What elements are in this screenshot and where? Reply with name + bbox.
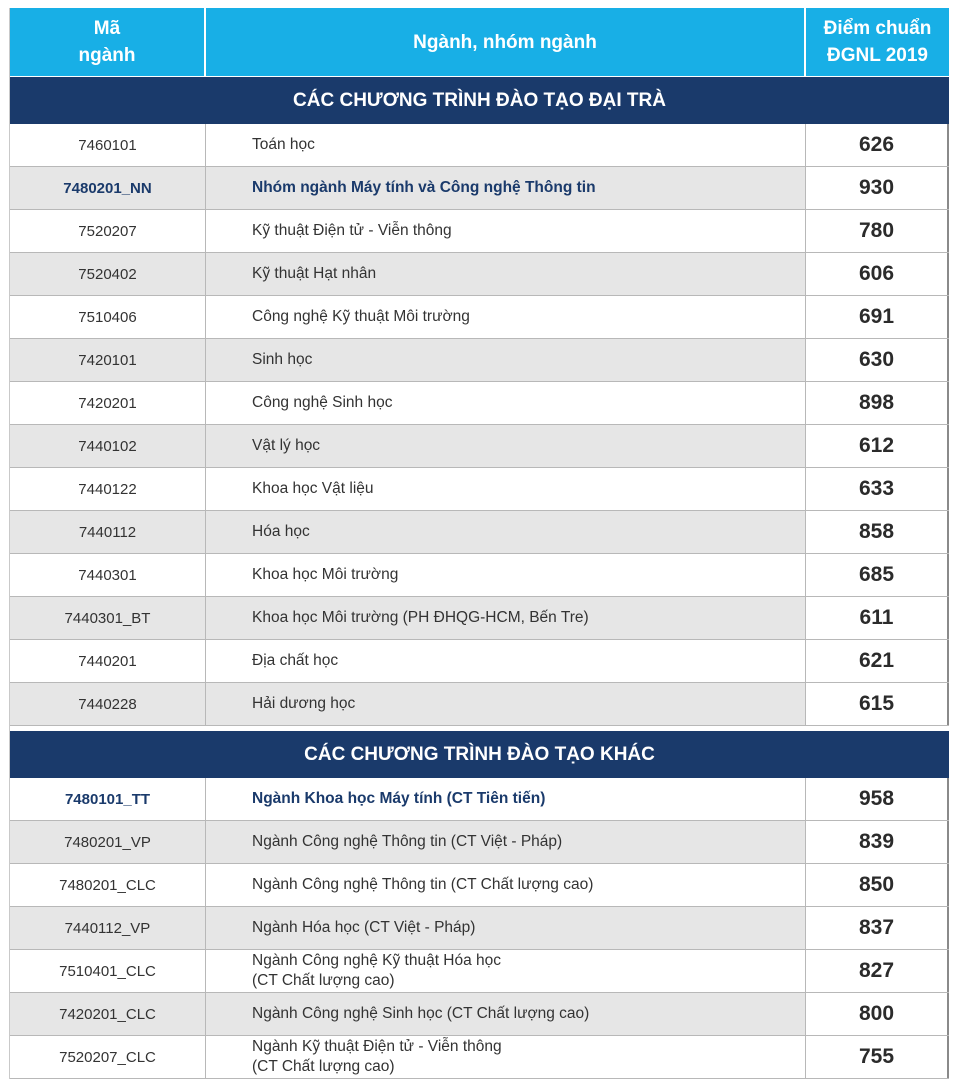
major-code-cell-text: 7510401_CLC (59, 962, 156, 980)
major-code-cell (10, 683, 206, 725)
score-cell-text: 606 (858, 262, 895, 285)
table-row (10, 821, 949, 864)
major-code-cell-text: 7480201_NN (63, 179, 152, 197)
score-cell-text: 930 (858, 176, 895, 199)
score-cell (806, 640, 949, 682)
major-name-cell (206, 167, 806, 209)
table-row (10, 511, 949, 554)
score-cell (806, 167, 949, 209)
table-row (10, 597, 949, 640)
table-row (10, 993, 949, 1036)
major-name-cell-text: Khoa học Môi trường (PH ĐHQG-HCM, Bến Tre) (252, 609, 589, 626)
score-cell-text: 755 (858, 1045, 895, 1068)
score-cell-text: 858 (858, 520, 895, 543)
major-code-cell (10, 124, 206, 166)
major-code-cell (10, 597, 206, 639)
major-name-cell (206, 511, 806, 553)
major-code-cell (10, 296, 206, 338)
major-name-cell-text: Kỹ thuật Hạt nhân (252, 265, 377, 282)
score-cell-text: 621 (858, 649, 895, 672)
major-name-cell (206, 597, 806, 639)
major-name-cell (206, 253, 806, 295)
score-cell (806, 425, 949, 467)
table-row (10, 640, 949, 683)
major-name-cell (206, 950, 806, 992)
major-name-cell-text: Ngành Công nghệ Thông tin (CT Việt - Pháp) (252, 833, 563, 850)
major-code-cell (10, 468, 206, 510)
major-code-cell (10, 382, 206, 424)
major-name-cell (206, 683, 806, 725)
major-code-cell (10, 554, 206, 596)
table-row (10, 253, 949, 296)
major-name-cell (206, 296, 806, 338)
table-row (10, 864, 949, 907)
header-score-label: Điểm chuẩn ĐGNL 2019 (823, 18, 932, 66)
major-code-cell (10, 253, 206, 295)
header-score (806, 8, 949, 76)
header-code (10, 8, 206, 76)
table-row (10, 554, 949, 597)
section-title: CÁC CHƯƠNG TRÌNH ĐÀO TẠO KHÁC (10, 730, 949, 778)
major-name-cell-text: Địa chất học (252, 652, 339, 669)
major-name-cell-text: Sinh học (252, 351, 313, 368)
major-name-cell (206, 554, 806, 596)
score-cell-text: 611 (859, 606, 894, 629)
major-code-cell-text: 7520207_CLC (59, 1048, 156, 1066)
major-code-cell-text: 7460101 (78, 136, 137, 154)
major-code-cell-text: 7440112 (78, 523, 137, 541)
score-cell-text: 630 (858, 348, 895, 371)
major-code-cell (10, 864, 206, 906)
major-code-cell-text: 7480101_TT (64, 790, 151, 808)
major-name-cell (206, 425, 806, 467)
major-name-cell-text: Hải dương học (252, 695, 356, 712)
table-row (10, 124, 949, 167)
major-code-cell-text: 7510406 (78, 308, 137, 326)
score-cell (806, 1036, 949, 1078)
major-name-cell-text: Kỹ thuật Điện tử - Viễn thông (252, 222, 452, 239)
major-code-cell-text: 7520207 (78, 222, 137, 240)
major-code-cell-text: 7480201_VP (64, 833, 151, 851)
score-cell-text: 958 (858, 787, 895, 810)
major-code-cell-text: 7520402 (78, 265, 137, 283)
score-cell-text: 691 (858, 305, 895, 328)
major-code-cell (10, 993, 206, 1035)
major-code-cell (10, 778, 206, 820)
major-code-cell-text: 7420101 (78, 351, 137, 369)
score-cell-text: 827 (858, 959, 895, 982)
score-cell-text: 612 (858, 434, 895, 457)
table-row (10, 167, 949, 210)
major-name-cell (206, 124, 806, 166)
major-name-cell-text: Ngành Công nghệ Sinh học (CT Chất lượng cao) (252, 1005, 590, 1022)
score-cell-text: 850 (858, 873, 895, 896)
major-name-cell-text: Ngành Công nghệ Thông tin (CT Chất lượng cao) (252, 876, 594, 893)
major-name-cell (206, 821, 806, 863)
score-cell (806, 339, 949, 381)
score-cell-text: 626 (858, 133, 895, 156)
score-cell (806, 124, 949, 166)
section-title: CÁC CHƯƠNG TRÌNH ĐÀO TẠO ĐẠI TRÀ (10, 76, 949, 124)
major-code-cell-text: 7440228 (78, 695, 137, 713)
score-cell-text: 800 (858, 1002, 895, 1025)
score-cell-text: 633 (858, 477, 895, 500)
major-code-cell (10, 640, 206, 682)
score-cell (806, 382, 949, 424)
major-code-cell (10, 821, 206, 863)
score-cell (806, 821, 949, 863)
table-row (10, 907, 949, 950)
major-name-cell-text: Vật lý học (252, 437, 321, 454)
major-code-cell-text: 7440102 (78, 437, 137, 455)
score-cell (806, 210, 949, 252)
major-name-cell-text: Nhóm ngành Máy tính và Công nghệ Thông tin (252, 179, 596, 196)
major-name-cell (206, 339, 806, 381)
major-name-cell (206, 864, 806, 906)
major-name-cell-text: Công nghệ Sinh học (252, 394, 393, 411)
score-cell (806, 993, 949, 1035)
table-row (10, 778, 949, 821)
table-row (10, 296, 949, 339)
major-code-cell (10, 425, 206, 467)
major-code-cell (10, 210, 206, 252)
header-major (206, 8, 806, 76)
score-cell (806, 296, 949, 338)
table-row (10, 425, 949, 468)
major-name-cell (206, 907, 806, 949)
score-cell (806, 778, 949, 820)
score-cell-text: 839 (858, 830, 895, 853)
major-name-cell-text: Công nghệ Kỹ thuật Môi trường (252, 308, 470, 325)
score-cell-text: 615 (858, 692, 895, 715)
major-code-cell (10, 339, 206, 381)
major-name-cell (206, 468, 806, 510)
major-code-cell-text: 7440112_VP (64, 919, 151, 937)
header-code-label: Mã ngành (78, 18, 136, 66)
major-code-cell-text: 7420201_CLC (59, 1005, 156, 1023)
score-cell (806, 597, 949, 639)
major-name-cell-text: Ngành Kỹ thuật Điện tử - Viễn thông (CT Chất lượng cao) (252, 1038, 502, 1075)
major-code-cell (10, 1036, 206, 1078)
major-code-cell (10, 950, 206, 992)
major-code-cell (10, 167, 206, 209)
table-row (10, 468, 949, 511)
header-major-label: Ngành, nhóm ngành (413, 31, 597, 53)
major-code-cell-text: 7480201_CLC (59, 876, 156, 894)
major-code-cell-text: 7440201 (78, 652, 137, 670)
score-cell (806, 950, 949, 992)
major-name-cell (206, 640, 806, 682)
score-cell (806, 864, 949, 906)
major-code-cell (10, 511, 206, 553)
major-code-cell (10, 907, 206, 949)
score-cell (806, 907, 949, 949)
admission-score-table (9, 8, 949, 1079)
score-cell (806, 554, 949, 596)
score-cell-text: 685 (858, 563, 895, 586)
major-name-cell (206, 1036, 806, 1078)
score-cell (806, 683, 949, 725)
major-name-cell (206, 382, 806, 424)
major-name-cell-text: Ngành Công nghệ Kỹ thuật Hóa học (CT Chất lượng cao) (252, 952, 502, 989)
score-cell (806, 511, 949, 553)
table-row (10, 683, 949, 726)
major-name-cell-text: Hóa học (252, 523, 310, 540)
major-code-cell-text: 7440301 (78, 566, 137, 584)
score-cell-text: 898 (858, 391, 895, 414)
table-row (10, 382, 949, 425)
major-name-cell (206, 210, 806, 252)
score-cell (806, 253, 949, 295)
table-row (10, 950, 949, 993)
major-name-cell-text: Khoa học Môi trường (252, 566, 399, 583)
major-name-cell-text: Ngành Khoa học Máy tính (CT Tiên tiến) (252, 790, 546, 807)
major-code-cell-text: 7420201 (78, 394, 137, 412)
table-row (10, 339, 949, 382)
table-row (10, 210, 949, 253)
score-cell-text: 837 (858, 916, 895, 939)
score-cell (806, 468, 949, 510)
table-row (10, 1036, 949, 1079)
major-name-cell (206, 993, 806, 1035)
major-name-cell-text: Toán học (252, 136, 315, 153)
table-body (10, 76, 949, 1079)
table-header (10, 8, 949, 76)
major-name-cell-text: Ngành Hóa học (CT Việt - Pháp) (252, 919, 476, 936)
major-name-cell-text: Khoa học Vật liệu (252, 480, 374, 497)
major-name-cell (206, 778, 806, 820)
score-cell-text: 780 (858, 219, 895, 242)
major-code-cell-text: 7440122 (78, 480, 137, 498)
major-code-cell-text: 7440301_BT (64, 609, 151, 627)
